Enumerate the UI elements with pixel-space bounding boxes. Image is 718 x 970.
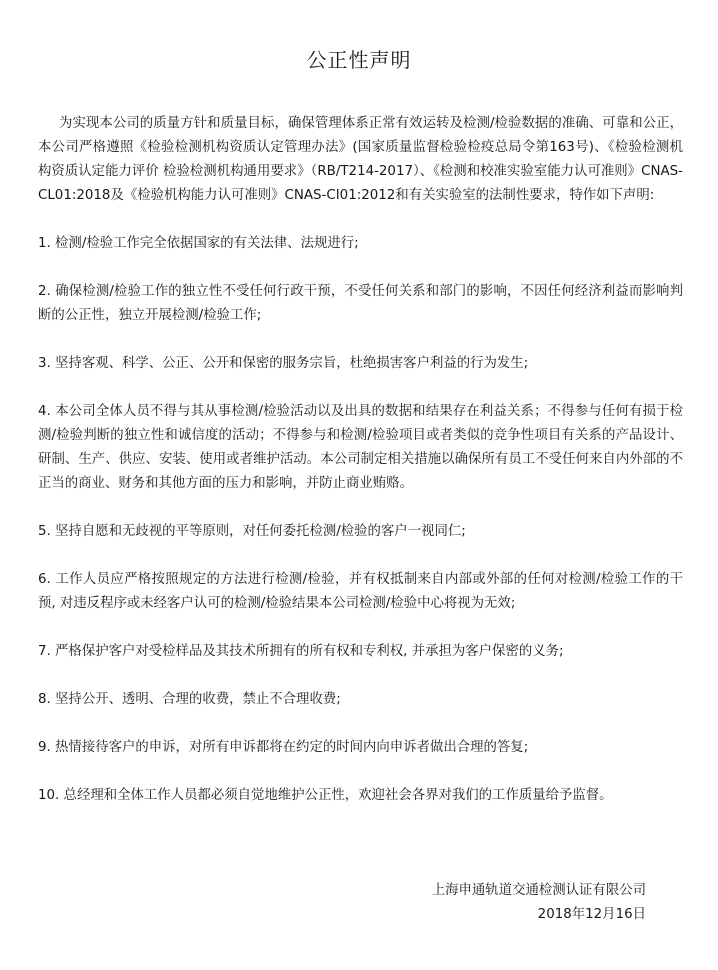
declaration-item-1: 1. 检测/检验工作完全依据国家的有关法律、法规进行;: [38, 236, 359, 251]
declaration-item-8: 8. 坚持公开、透明、合理的收费，禁止不合理收费;: [38, 692, 341, 707]
declaration-item-2: 2. 确保检测/检验工作的独立性不受任何行政干预，不受任何关系和部门的影响，不因任何经济利益而影响判断的公正性，独立开展检测/检验工作;: [38, 284, 683, 323]
company-name: 上海申通轨道交通检测认证有限公司: [431, 883, 646, 898]
declaration-item-9: 9. 热情接待客户的申诉，对所有申诉都将在约定的时间内向申诉者做出合理的答复;: [38, 740, 529, 755]
declaration-item-4: 4. 本公司全体人员不得与其从事检测/检验活动以及出具的数据和结果存在利益关系；不得参与任何有损于检测/检验判断的独立性和诚信度的活动；不得参与和检测/检验项目或者类似的竞争性项目有关系的产品设计、研制、生产、供应、安装、使用或者维护活动。本公司制定相关措施以确保所有员工不受任何来自内外部的不正当的商业、财务和其他方面的压力和影响，并防止商业贿赂。: [38, 404, 683, 491]
declaration-item-5: 5. 坚持自愿和无歧视的平等原则，对任何委托检测/检验的客户一视同仁;: [38, 524, 466, 539]
document-body: [38, 112, 683, 832]
declaration-item-6: 6. 工作人员应严格按照规定的方法进行检测/检验，并有权抵制来自内部或外部的任何对检测/检验工作的干预, 对违反程序或未经客户认可的检测/检验结果本公司检测/检验中心将视为无效;: [38, 572, 683, 611]
signature-date: 2018年12月16日: [537, 907, 646, 922]
declaration-item-10: 10. 总经理和全体工作人员都必须自觉地维护公正性，欢迎社会各界对我们的工作质量给予监督。: [38, 788, 613, 803]
intro-paragraph: 为实现本公司的质量方针和质量目标，确保管理体系正常有效运转及检测/检验数据的准确、可靠和公正，本公司严格遵照《检验检测机构资质认定管理办法》(国家质量监督检验检疫总局令第163号)、《检验检测机构资质认定能力评价 检验检测机构通用要求》（RB/T214-2017）、《检测和校准实验室能力认可准则》CNAS-CL01:2018及《检验机构能力认可准则》CNAS-CI01:2012和有关实验室的法制性要求，特作如下声明:: [38, 116, 683, 203]
declaration-item-7: 7. 严格保护客户对受检样品及其技术所拥有的所有权和专利权, 并承担为客户保密的义务;: [38, 644, 564, 659]
declaration-item-3: 3. 坚持客观、科学、公正、公开和保密的服务宗旨，杜绝损害客户利益的行为发生;: [38, 356, 529, 371]
signature-block: [432, 879, 646, 927]
document-title: 公正性声明: [306, 48, 412, 72]
